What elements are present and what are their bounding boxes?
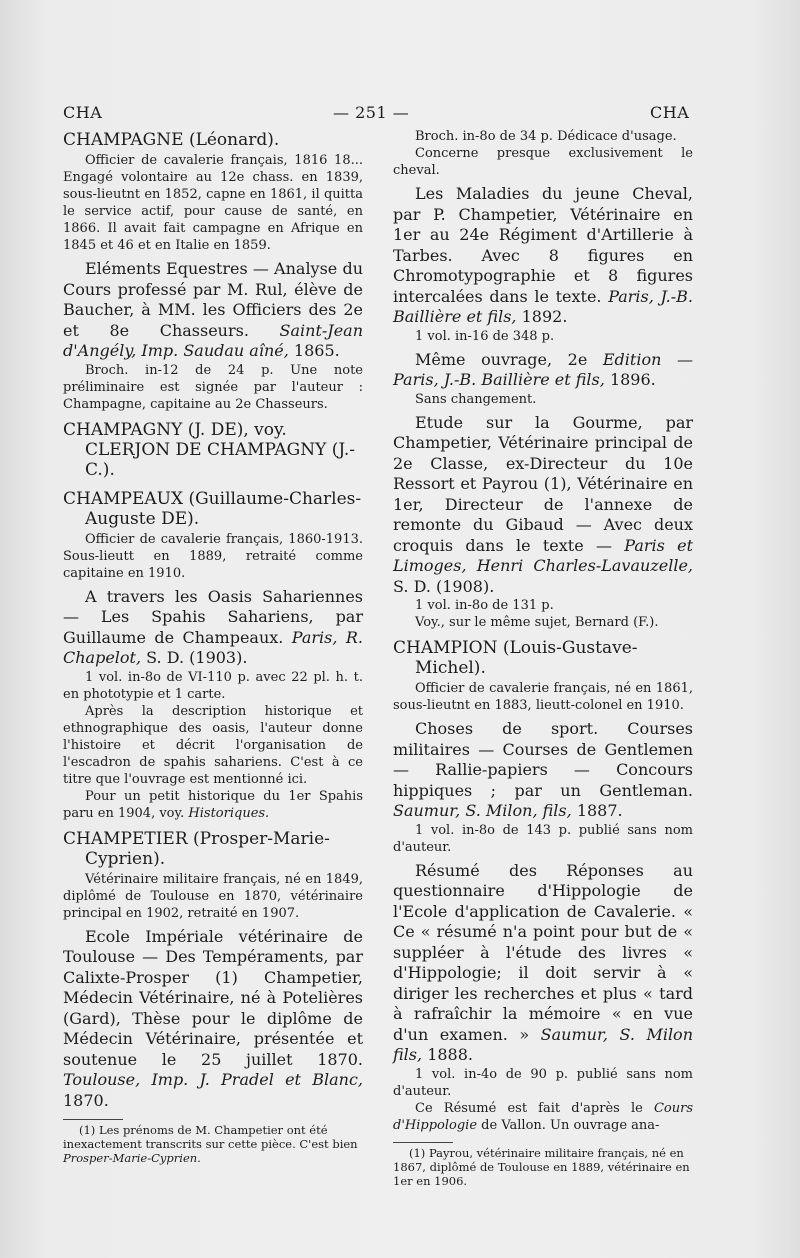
work-note: 1 vol. in-8o de VI-110 p. avec 22 pl. h. t. en phototypie et 1 carte. bbox=[63, 669, 363, 702]
entry-heading-champagne: CHAMPAGNE (Léonard). bbox=[63, 130, 280, 150]
publisher: Toulouse, Imp. J. Pradel et Blanc, bbox=[63, 1070, 363, 1089]
biography-champetier: Vétérinaire militaire français, né en 1849, diplômé de Toulouse en 1870, vétérinaire principal en 1902, retraité en 1907. bbox=[63, 871, 363, 921]
biography-champion: Officier de cavalerie français, né en 1861, sous-lieutnt en 1883, lieutt-colonel en 1910. bbox=[393, 681, 693, 713]
pub-year: 1870. bbox=[63, 1090, 109, 1110]
work-note: 1 vol. in-16 de 348 p. bbox=[415, 328, 555, 344]
publisher: Saint-Jean d'Angély, Imp. Saudau aîné, bbox=[63, 320, 363, 360]
pub-year: S. D. (1908). bbox=[393, 576, 495, 596]
note-text-end: de Vallon. Un ouvrage ana- bbox=[481, 1117, 660, 1133]
right-column bbox=[393, 128, 693, 1188]
running-head-left: CHA bbox=[63, 103, 103, 122]
note-text: Ce Résumé est fait d'après le bbox=[415, 1100, 643, 1116]
pub-year: 1896. bbox=[609, 370, 656, 389]
entry-heading-champagny: CHAMPAGNY (J. DE), voy. CLERJON DE CHAMPAGNY (J.-C.). bbox=[63, 419, 356, 480]
biography-champagne: Officier de cavalerie français, 1816 18... Engagé volontaire au 12e chass. en 1839, sous-lieutnt en 1852, capne en 1861, il quitta le service actif, pour cause de santé, en 1866. Il avait fait campagne en Afrique en 1845 et 46 et en Italie en 1859. bbox=[63, 153, 363, 253]
note-ref: Historiques. bbox=[188, 805, 270, 821]
footnote-text: (1) Les prénoms de M. Champetier ont été inexactement transcrits sur cette pièce. C'est bien bbox=[63, 1123, 358, 1151]
footnote-rule bbox=[63, 1119, 123, 1120]
work-note: Concerne presque exclusivement le cheval. bbox=[393, 146, 693, 178]
work-title-maladies bbox=[393, 184, 693, 328]
pub-year: 1888. bbox=[427, 1045, 473, 1064]
entry-heading-champeaux: CHAMPEAUX (Guillaume-Charles-Auguste DE). bbox=[63, 488, 362, 529]
work-note: Voy., sur le même sujet, Bernard (F.). bbox=[415, 615, 659, 630]
note-ref: Cours d'Hippologie bbox=[393, 1100, 693, 1133]
work-title-text: Même ouvrage, 2e bbox=[415, 349, 588, 369]
publisher: Edition — Paris, J.-B. Baillière et fils, bbox=[393, 349, 693, 389]
running-head-right: CHA bbox=[650, 103, 690, 122]
work-title-resume bbox=[393, 861, 693, 1066]
work-note: Sans changement. bbox=[415, 391, 537, 407]
biography-champeaux: Officier de cavalerie français, 1860-1913. Sous-lieutt en 1889, retraité comme capitaine en 1910. bbox=[63, 531, 363, 581]
work-title-text: Eléments Equestres — Analyse du Cours professé par M. Rul, élève de Baucher, à MM. les Officiers des 2e et 8e Chasseurs. bbox=[63, 259, 363, 340]
work-title-meme-ouvrage bbox=[393, 350, 693, 391]
publisher: Paris et Limoges, Henri Charles-Lavauzelle, bbox=[393, 535, 694, 575]
work-note bbox=[393, 1100, 693, 1134]
pub-year: 1887. bbox=[576, 801, 623, 820]
work-title-choses-de-sport bbox=[393, 719, 693, 822]
publisher: Paris, J.-B. Baillière et fils, bbox=[393, 286, 694, 326]
work-note: 1 vol. in-4o de 90 p. publié sans nom d'auteur. bbox=[393, 1066, 693, 1099]
footnote bbox=[63, 1123, 363, 1165]
work-note: 1 vol. in-8o de 143 p. publié sans nom d'auteur. bbox=[393, 822, 693, 855]
left-column bbox=[63, 128, 363, 1165]
work-title-ecole-imperiale bbox=[63, 927, 363, 1112]
work-note: Après la description historique et ethnographique des oasis, l'auteur donne l'histoire et décrit l'organisation de l'escadron de spahis sahariens. C'est à ce titre que l'ouvrage est mentionné ici. bbox=[63, 703, 363, 787]
work-title-text: Choses de sport. Courses militaires — Courses de Gentlemen — Rallie-papiers — Concours hippiques ; par un Gentleman. bbox=[393, 719, 693, 800]
pub-year: 1865. bbox=[293, 341, 340, 360]
entry-heading-champetier: CHAMPETIER (Prosper-Marie-Cyprien). bbox=[63, 828, 330, 869]
publisher: Paris, R. Chapelot, bbox=[63, 627, 363, 667]
footnote: (1) Payrou, vétérinaire militaire français, né en 1867, diplômé de Toulouse en 1889, vétérinaire en 1er en 1906. bbox=[393, 1145, 690, 1188]
footnote-rule bbox=[393, 1142, 453, 1143]
page-number: — 251 — bbox=[333, 103, 410, 122]
publisher: Saumur, S. Milon fils, bbox=[393, 1024, 693, 1064]
publisher: Saumur, S. Milon, fils, bbox=[393, 801, 572, 820]
pub-year: 1892. bbox=[521, 307, 568, 326]
work-note: Broch. in-8o de 34 p. Dédicace d'usage. bbox=[415, 129, 677, 144]
work-title-etude-gourme bbox=[393, 413, 693, 598]
work-title-text: Résumé des Réponses au questionnaire d'Hippologie de l'Ecole d'application de Cavalerie. « Ce « résumé n'a point pour but de « suppléer à l'étude des livres « d'Hippologie; il doit servir à « diriger les recherches et plus « tard à rafraîchir la mémoire « en vue d'un examen. » bbox=[393, 860, 693, 1044]
work-note: Broch. in-12 de 24 p. Une note préliminaire est signée par l'auteur : Champagne, capitaine au 2e Chasseurs. bbox=[63, 362, 363, 412]
work-title-elements-equestres bbox=[63, 259, 363, 362]
work-note: 1 vol. in-8o de 131 p. bbox=[415, 598, 554, 613]
work-title-text: A travers les Oasis Sahariennes — Les Spahis Sahariens, par Guillaume de Champeaux. bbox=[63, 586, 363, 647]
work-title-a-travers bbox=[63, 587, 363, 669]
entry-heading-champion: CHAMPION (Louis-Gustave-Michel). bbox=[393, 638, 638, 678]
work-note bbox=[63, 788, 363, 822]
work-title-text: Les Maladies du jeune Cheval, par P. Champetier, Vétérinaire en 1er au 24e Régiment d'Artillerie à Tarbes. Avec 8 figures en Chromotypographie et 8 figures intercalées dans le texte. bbox=[393, 184, 693, 306]
note-text: Pour un petit historique du 1er Spahis paru en 1904, voy. bbox=[63, 788, 363, 821]
pub-year: S. D. (1903). bbox=[146, 648, 248, 667]
work-title-text: Etude sur la Gourme, par Champetier, Vétérinaire principal de 2e Classe, ex-Directeur du 10e Ressort et Payrou (1), Vétérinaire en 1er, Directeur de l'annexe de remonte du Gibaud — Avec deux croquis dans le texte — bbox=[393, 412, 693, 555]
work-title-text: Ecole Impériale vétérinaire de Toulouse — Des Tempéraments, par Calixte-Prosper (1) Champetier, Médecin Vétérinaire, né à Potelières (Gard), Thèse pour le diplôme de Médecin Vétérinaire, présentée et soutenue le 25 juillet 1870. bbox=[63, 926, 363, 1069]
footnote-name: Prosper-Marie-Cyprien. bbox=[63, 1151, 201, 1165]
